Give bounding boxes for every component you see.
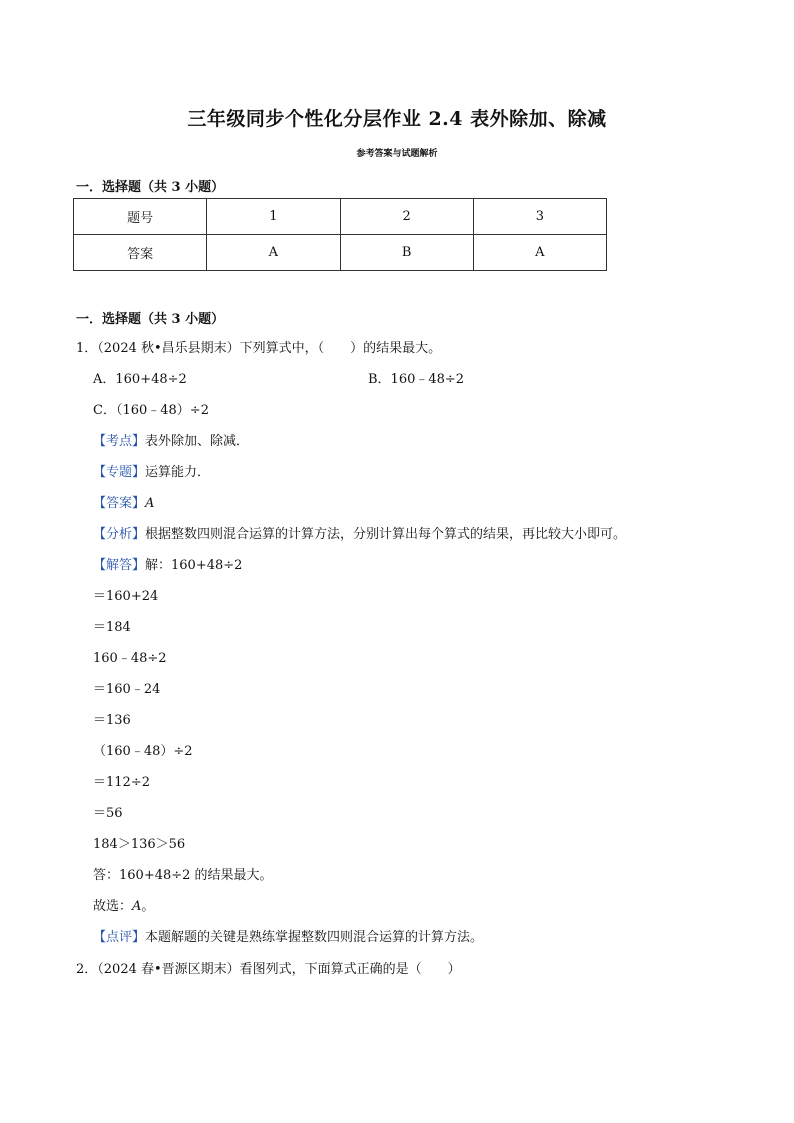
choice-prefix: 故选： [93,899,133,914]
solution-step: ＝184 [93,620,131,635]
dianping-text: 本题解题的关键是熟练掌握整数四则混合运算的计算方法。 [145,930,484,945]
daan-text: A [145,496,155,511]
question-1-stem: 1．（2024 秋•昌乐县期末）下列算式中，（ ）的结果最大。 [76,341,442,356]
solution-step: （160﹣48）÷2 [93,744,193,759]
choice-suffix: 。 [141,899,155,914]
choice-line [93,899,154,915]
section-heading-choice-summary: 一．选择题（共 3 小题） [76,180,225,195]
question-1-option-c: C．（160﹣48）÷2 [93,403,209,418]
table-answer-label: 答案 [74,235,207,271]
table-question-number: 3 [473,199,606,235]
table-question-number: 1 [207,199,340,235]
answer-table-header-row [74,199,607,235]
solution-step: 184＞136＞56 [93,837,186,852]
page-subtitle: 参考答案与试题解析 [356,149,438,159]
daan-line [93,496,154,512]
zhuanti-tag: 【专题】 [93,465,146,480]
solution-step: ＝160+24 [93,589,159,604]
table-header-label: 题号 [74,199,207,235]
question-2-stem: 2．（2024 春•晋源区期末）看图列式，下面算式正确的是（ ） [76,962,461,977]
table-question-number: 2 [340,199,473,235]
table-answer-cell: A [473,235,606,271]
solution-step: 160﹣48÷2 [93,651,167,666]
section-heading-choice-detail: 一．选择题（共 3 小题） [76,312,225,327]
fenxi-text: 根据整数四则混合运算的计算方法，分别计算出每个算式的结果，再比较大小即可。 [145,527,627,542]
question-1-option-a: A．160+48÷2 [93,372,187,387]
jieda-tag: 【解答】 [93,558,146,573]
table-answer-cell: A [207,235,340,271]
kaodian-tag: 【考点】 [93,434,146,449]
solution-step: ＝160﹣24 [93,682,161,697]
question-1-option-b: B．160﹣48÷2 [368,372,465,387]
kaodian-text: 表外除加、除减． [145,434,250,449]
dianping-line [93,930,483,946]
solution-step: ＝112÷2 [93,775,150,790]
page-title: 三年级同步个性化分层作业 2.4 表外除加、除减 [187,108,607,130]
zhuanti-line [93,465,210,481]
solution-conclusion: 答：160+48÷2 的结果最大。 [93,868,273,883]
jieda-line [93,558,242,574]
kaodian-line [93,434,249,450]
choice-letter: A [132,899,142,914]
fenxi-tag: 【分析】 [93,527,146,542]
zhuanti-text: 运算能力． [145,465,211,480]
solution-step: ＝56 [93,806,123,821]
fenxi-line [93,527,626,543]
table-answer-cell: B [340,235,473,271]
jieda-text: 解：160+48÷2 [145,558,243,573]
answer-table-answer-row [74,235,607,271]
answer-table [73,198,607,271]
daan-tag: 【答案】 [93,496,146,511]
dianping-tag: 【点评】 [93,930,146,945]
solution-step: ＝136 [93,713,131,728]
